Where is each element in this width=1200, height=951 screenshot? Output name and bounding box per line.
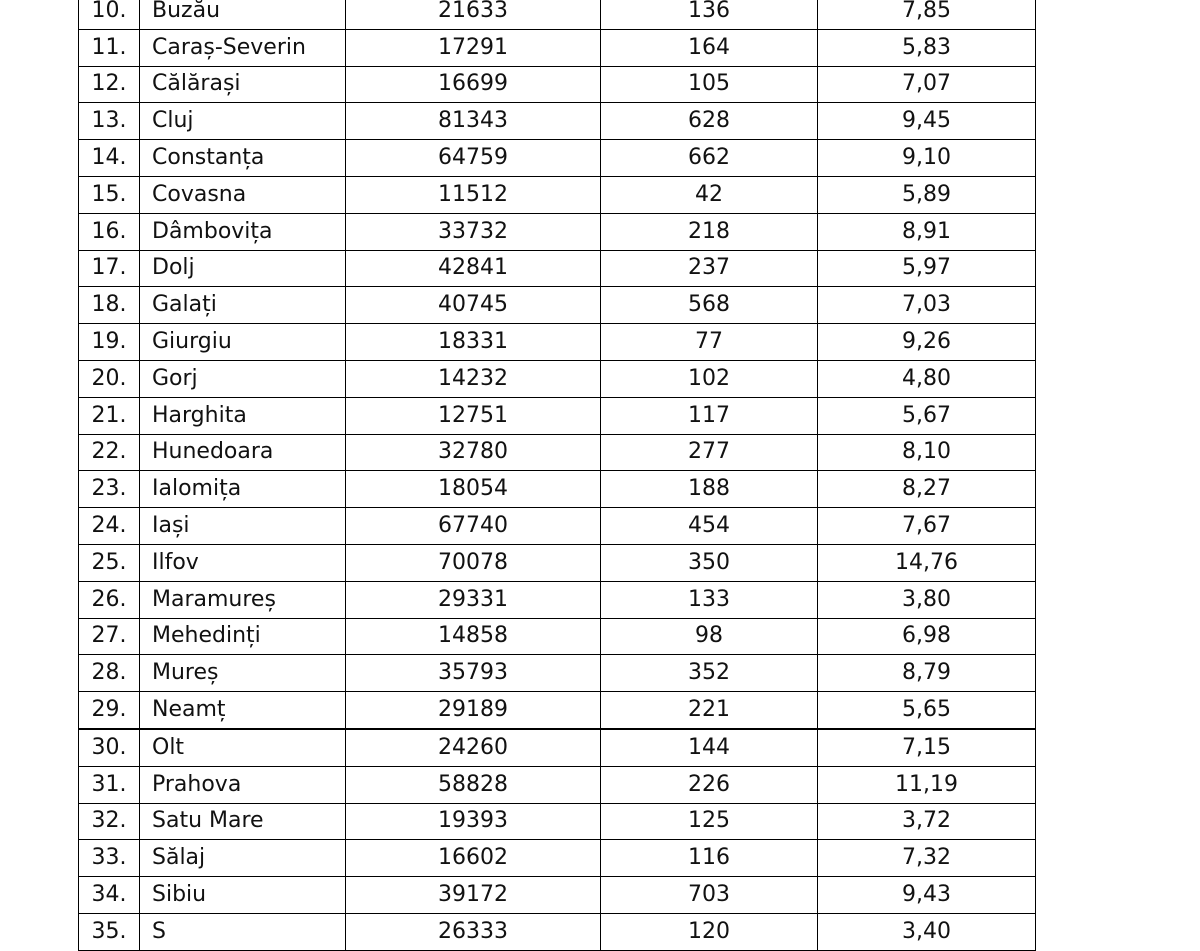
value-3-cell: 5,65 bbox=[818, 692, 1036, 729]
row-number-cell: 22. bbox=[79, 434, 140, 471]
value-3-cell: 14,76 bbox=[818, 544, 1036, 581]
value-3-cell: 3,72 bbox=[818, 803, 1036, 840]
value-2-cell: 98 bbox=[601, 618, 818, 655]
row-number-cell: 11. bbox=[79, 29, 140, 66]
value-2-cell: 102 bbox=[601, 360, 818, 397]
value-1-cell: 32780 bbox=[346, 434, 601, 471]
county-name-cell: Satu Mare bbox=[140, 803, 346, 840]
value-3-cell: 6,98 bbox=[818, 618, 1036, 655]
value-2-cell: 221 bbox=[601, 692, 818, 729]
table-row bbox=[79, 0, 1036, 29]
value-1-cell: 33732 bbox=[346, 213, 601, 250]
county-name-cell: Mehedinți bbox=[140, 618, 346, 655]
value-2-cell: 237 bbox=[601, 250, 818, 287]
county-name-cell: Sibiu bbox=[140, 877, 346, 914]
table-row bbox=[79, 360, 1036, 397]
value-3-cell: 7,67 bbox=[818, 508, 1036, 545]
value-1-cell: 29331 bbox=[346, 581, 601, 618]
value-2-cell: 144 bbox=[601, 729, 818, 766]
county-name-cell: Ialomița bbox=[140, 471, 346, 508]
value-1-cell: 64759 bbox=[346, 140, 601, 177]
value-3-cell: 5,67 bbox=[818, 397, 1036, 434]
value-2-cell: 116 bbox=[601, 840, 818, 877]
county-name-cell: Călărași bbox=[140, 66, 346, 103]
table-row bbox=[79, 250, 1036, 287]
value-2-cell: 77 bbox=[601, 324, 818, 361]
county-data-table-wrapper bbox=[78, 0, 1035, 951]
row-number-cell: 25. bbox=[79, 544, 140, 581]
value-2-cell: 136 bbox=[601, 0, 818, 29]
value-1-cell: 18054 bbox=[346, 471, 601, 508]
table-row bbox=[79, 803, 1036, 840]
value-2-cell: 662 bbox=[601, 140, 818, 177]
row-number-cell: 28. bbox=[79, 655, 140, 692]
table-row bbox=[79, 544, 1036, 581]
row-number-cell: 32. bbox=[79, 803, 140, 840]
value-2-cell: 703 bbox=[601, 877, 818, 914]
table-row bbox=[79, 66, 1036, 103]
value-3-cell: 8,79 bbox=[818, 655, 1036, 692]
value-1-cell: 35793 bbox=[346, 655, 601, 692]
table-row bbox=[79, 29, 1036, 66]
value-3-cell: 7,15 bbox=[818, 729, 1036, 766]
value-3-cell: 11,19 bbox=[818, 766, 1036, 803]
row-number-cell: 29. bbox=[79, 692, 140, 729]
value-2-cell: 218 bbox=[601, 213, 818, 250]
row-number-cell: 15. bbox=[79, 176, 140, 213]
row-number-cell: 12. bbox=[79, 66, 140, 103]
row-number-cell: 16. bbox=[79, 213, 140, 250]
value-1-cell: 11512 bbox=[346, 176, 601, 213]
value-1-cell: 16602 bbox=[346, 840, 601, 877]
value-3-cell: 5,97 bbox=[818, 250, 1036, 287]
value-1-cell: 58828 bbox=[346, 766, 601, 803]
county-name-cell: Gorj bbox=[140, 360, 346, 397]
value-3-cell: 7,85 bbox=[818, 0, 1036, 29]
county-name-cell: S bbox=[140, 913, 346, 950]
table-row bbox=[79, 618, 1036, 655]
row-number-cell: 18. bbox=[79, 287, 140, 324]
county-name-cell: Covasna bbox=[140, 176, 346, 213]
value-2-cell: 105 bbox=[601, 66, 818, 103]
table-row bbox=[79, 397, 1036, 434]
table-row bbox=[79, 729, 1036, 766]
county-name-cell: Sălaj bbox=[140, 840, 346, 877]
table-row bbox=[79, 103, 1036, 140]
table-row bbox=[79, 176, 1036, 213]
value-1-cell: 39172 bbox=[346, 877, 601, 914]
value-3-cell: 9,10 bbox=[818, 140, 1036, 177]
county-name-cell: Galați bbox=[140, 287, 346, 324]
value-2-cell: 350 bbox=[601, 544, 818, 581]
county-name-cell: Prahova bbox=[140, 766, 346, 803]
row-number-cell: 19. bbox=[79, 324, 140, 361]
value-3-cell: 9,45 bbox=[818, 103, 1036, 140]
table-row bbox=[79, 581, 1036, 618]
value-1-cell: 14232 bbox=[346, 360, 601, 397]
value-2-cell: 125 bbox=[601, 803, 818, 840]
county-name-cell: Hunedoara bbox=[140, 434, 346, 471]
county-name-cell: Ilfov bbox=[140, 544, 346, 581]
value-3-cell: 7,07 bbox=[818, 66, 1036, 103]
value-1-cell: 14858 bbox=[346, 618, 601, 655]
value-1-cell: 29189 bbox=[346, 692, 601, 729]
value-2-cell: 133 bbox=[601, 581, 818, 618]
value-1-cell: 42841 bbox=[346, 250, 601, 287]
value-2-cell: 42 bbox=[601, 176, 818, 213]
value-3-cell: 5,89 bbox=[818, 176, 1036, 213]
row-number-cell: 34. bbox=[79, 877, 140, 914]
row-number-cell: 23. bbox=[79, 471, 140, 508]
row-number-cell: 33. bbox=[79, 840, 140, 877]
value-3-cell: 5,83 bbox=[818, 29, 1036, 66]
value-3-cell: 9,43 bbox=[818, 877, 1036, 914]
value-3-cell: 4,80 bbox=[818, 360, 1036, 397]
value-2-cell: 117 bbox=[601, 397, 818, 434]
value-1-cell: 40745 bbox=[346, 287, 601, 324]
row-number-cell: 31. bbox=[79, 766, 140, 803]
value-1-cell: 67740 bbox=[346, 508, 601, 545]
table-row bbox=[79, 877, 1036, 914]
county-name-cell: Caraș-Severin bbox=[140, 29, 346, 66]
county-name-cell: Mureș bbox=[140, 655, 346, 692]
row-number-cell: 21. bbox=[79, 397, 140, 434]
row-number-cell: 30. bbox=[79, 729, 140, 766]
value-3-cell: 7,03 bbox=[818, 287, 1036, 324]
county-name-cell: Cluj bbox=[140, 103, 346, 140]
table-body bbox=[79, 0, 1036, 950]
table-row bbox=[79, 508, 1036, 545]
table-row bbox=[79, 140, 1036, 177]
county-name-cell: Harghita bbox=[140, 397, 346, 434]
value-1-cell: 81343 bbox=[346, 103, 601, 140]
county-name-cell: Constanța bbox=[140, 140, 346, 177]
value-3-cell: 8,10 bbox=[818, 434, 1036, 471]
value-3-cell: 3,40 bbox=[818, 913, 1036, 950]
value-2-cell: 454 bbox=[601, 508, 818, 545]
table-row bbox=[79, 324, 1036, 361]
table-row bbox=[79, 655, 1036, 692]
value-1-cell: 18331 bbox=[346, 324, 601, 361]
row-number-cell: 35. bbox=[79, 913, 140, 950]
table-row bbox=[79, 471, 1036, 508]
value-1-cell: 21633 bbox=[346, 0, 601, 29]
county-name-cell: Giurgiu bbox=[140, 324, 346, 361]
value-2-cell: 120 bbox=[601, 913, 818, 950]
value-1-cell: 70078 bbox=[346, 544, 601, 581]
value-2-cell: 352 bbox=[601, 655, 818, 692]
row-number-cell: 26. bbox=[79, 581, 140, 618]
value-2-cell: 568 bbox=[601, 287, 818, 324]
county-name-cell: Iași bbox=[140, 508, 346, 545]
table-row bbox=[79, 840, 1036, 877]
value-3-cell: 9,26 bbox=[818, 324, 1036, 361]
row-number-cell: 24. bbox=[79, 508, 140, 545]
row-number-cell: 27. bbox=[79, 618, 140, 655]
value-2-cell: 188 bbox=[601, 471, 818, 508]
table-row bbox=[79, 287, 1036, 324]
value-3-cell: 7,32 bbox=[818, 840, 1036, 877]
table-row bbox=[79, 913, 1036, 950]
value-3-cell: 3,80 bbox=[818, 581, 1036, 618]
table-row bbox=[79, 213, 1036, 250]
row-number-cell: 13. bbox=[79, 103, 140, 140]
table-row bbox=[79, 766, 1036, 803]
row-number-cell: 14. bbox=[79, 140, 140, 177]
value-2-cell: 164 bbox=[601, 29, 818, 66]
value-1-cell: 16699 bbox=[346, 66, 601, 103]
value-1-cell: 26333 bbox=[346, 913, 601, 950]
county-name-cell: Maramureș bbox=[140, 581, 346, 618]
value-1-cell: 19393 bbox=[346, 803, 601, 840]
value-3-cell: 8,91 bbox=[818, 213, 1036, 250]
value-1-cell: 17291 bbox=[346, 29, 601, 66]
value-1-cell: 12751 bbox=[346, 397, 601, 434]
table-row bbox=[79, 434, 1036, 471]
county-name-cell: Dâmbovița bbox=[140, 213, 346, 250]
county-name-cell: Dolj bbox=[140, 250, 346, 287]
table-row bbox=[79, 692, 1036, 729]
value-1-cell: 24260 bbox=[346, 729, 601, 766]
county-name-cell: Neamț bbox=[140, 692, 346, 729]
county-data-table bbox=[78, 0, 1036, 951]
row-number-cell: 17. bbox=[79, 250, 140, 287]
value-2-cell: 226 bbox=[601, 766, 818, 803]
county-name-cell: Olt bbox=[140, 729, 346, 766]
row-number-cell: 20. bbox=[79, 360, 140, 397]
value-2-cell: 628 bbox=[601, 103, 818, 140]
value-3-cell: 8,27 bbox=[818, 471, 1036, 508]
county-name-cell: Buzău bbox=[140, 0, 346, 29]
value-2-cell: 277 bbox=[601, 434, 818, 471]
row-number-cell: 10. bbox=[79, 0, 140, 29]
